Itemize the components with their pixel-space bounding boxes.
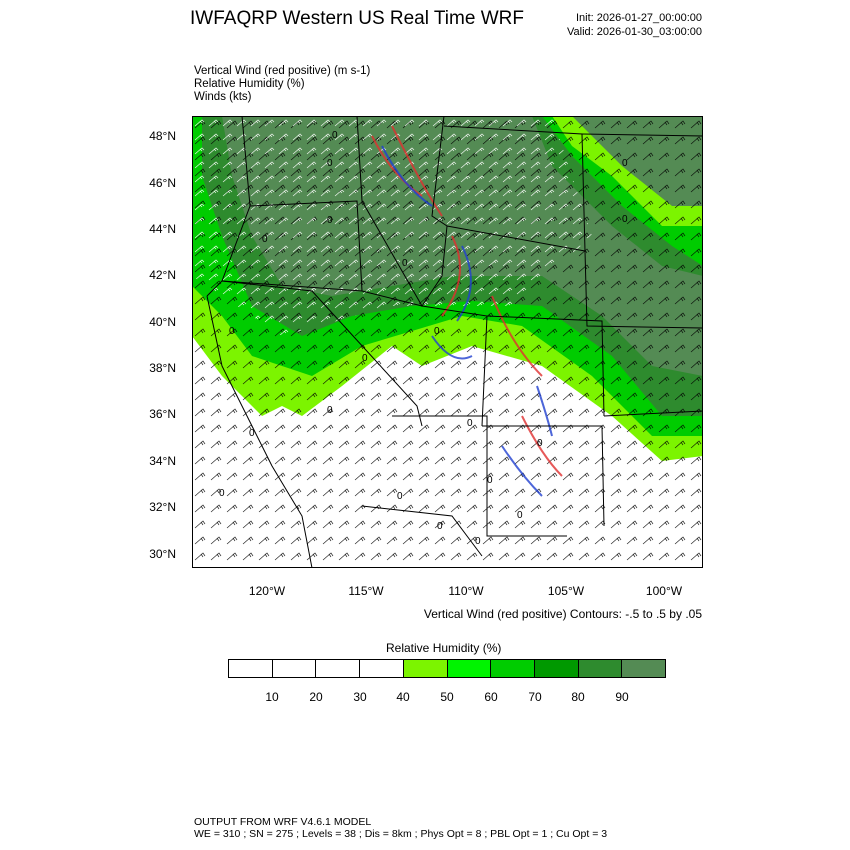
- contour-label: 0: [437, 521, 443, 532]
- footer-config: WE = 310 ; SN = 275 ; Levels = 38 ; Dis = 8km ; Phys Opt = 8 ; PBL Opt = 1 ; Cu Opt = 3: [194, 828, 608, 840]
- contour-label: 0: [332, 130, 338, 141]
- colorbar-label: 80: [571, 690, 585, 704]
- colorbar-label: 30: [353, 690, 367, 704]
- colorbar-label: 60: [484, 690, 498, 704]
- contour-label: 0: [262, 234, 268, 245]
- field-vertical-wind: Vertical Wind (red positive) (m s-1): [194, 65, 371, 77]
- colorbar-label: 10: [265, 690, 279, 704]
- lon-label: 115°W: [348, 584, 384, 598]
- contour-label: 0: [537, 438, 543, 449]
- contour-label: 0: [434, 326, 440, 337]
- colorbar-label: 50: [440, 690, 454, 704]
- lat-label: 42°N: [149, 268, 176, 282]
- contour-label: 0: [397, 491, 403, 502]
- colorbar-label: 40: [396, 690, 410, 704]
- lon-label: 100°W: [645, 584, 683, 598]
- lat-label: 36°N: [149, 407, 176, 421]
- weather-map: [192, 116, 703, 568]
- footer-model: OUTPUT FROM WRF V4.6.1 MODEL: [194, 816, 372, 828]
- lat-label: 34°N: [149, 454, 176, 468]
- contour-label: 0: [229, 326, 235, 337]
- contour-label: 0: [327, 405, 333, 416]
- colorbar-box: [360, 660, 404, 677]
- colorbar-label: 90: [615, 690, 629, 704]
- colorbar: [228, 659, 666, 678]
- lat-label: 30°N: [149, 547, 176, 561]
- colorbar-box: [273, 660, 317, 677]
- lon-label: 105°W: [547, 584, 585, 598]
- contour-label: 0: [402, 258, 408, 269]
- contour-note: Vertical Wind (red positive) Contours: -.5 to .5 by .05: [423, 607, 702, 621]
- contour-label: 0: [622, 214, 628, 225]
- colorbar-box: [448, 660, 492, 677]
- colorbar-box: [316, 660, 360, 677]
- colorbar-title: Relative Humidity (%): [386, 641, 502, 655]
- contour-label: 0: [327, 215, 333, 226]
- colorbar-box: [229, 660, 273, 677]
- contour-label: 0: [219, 488, 225, 499]
- lat-label: 48°N: [149, 129, 176, 143]
- colorbar-box: [535, 660, 579, 677]
- init-time: Init: 2026-01-27_00:00:00: [576, 12, 702, 24]
- lon-label: 110°W: [448, 584, 484, 598]
- colorbar-box: [622, 660, 665, 677]
- field-winds: Winds (kts): [194, 91, 252, 103]
- valid-time: Valid: 2026-01-30_03:00:00: [567, 26, 702, 38]
- lat-label: 44°N: [149, 222, 176, 236]
- contour-label: 0: [362, 353, 368, 364]
- contour-label: 0: [249, 428, 255, 439]
- colorbar-box: [579, 660, 623, 677]
- contour-label: 0: [327, 158, 333, 169]
- contour-label: 0: [622, 158, 628, 169]
- contour-label: 0: [467, 418, 473, 429]
- lat-label: 38°N: [149, 361, 176, 375]
- colorbar-label: 20: [309, 690, 323, 704]
- plot-title: IWFAQRP Western US Real Time WRF: [190, 8, 524, 29]
- field-relative-humidity: Relative Humidity (%): [194, 78, 305, 90]
- lat-label: 32°N: [149, 500, 176, 514]
- colorbar-label: 70: [528, 690, 542, 704]
- contour-label: 0: [487, 475, 493, 486]
- lon-label: 120°W: [248, 584, 286, 598]
- lat-label: 40°N: [149, 315, 176, 329]
- colorbar-box: [404, 660, 448, 677]
- colorbar-box: [491, 660, 535, 677]
- contour-label: 0: [475, 536, 481, 547]
- lat-label: 46°N: [149, 176, 176, 190]
- contour-label: 0: [517, 510, 523, 521]
